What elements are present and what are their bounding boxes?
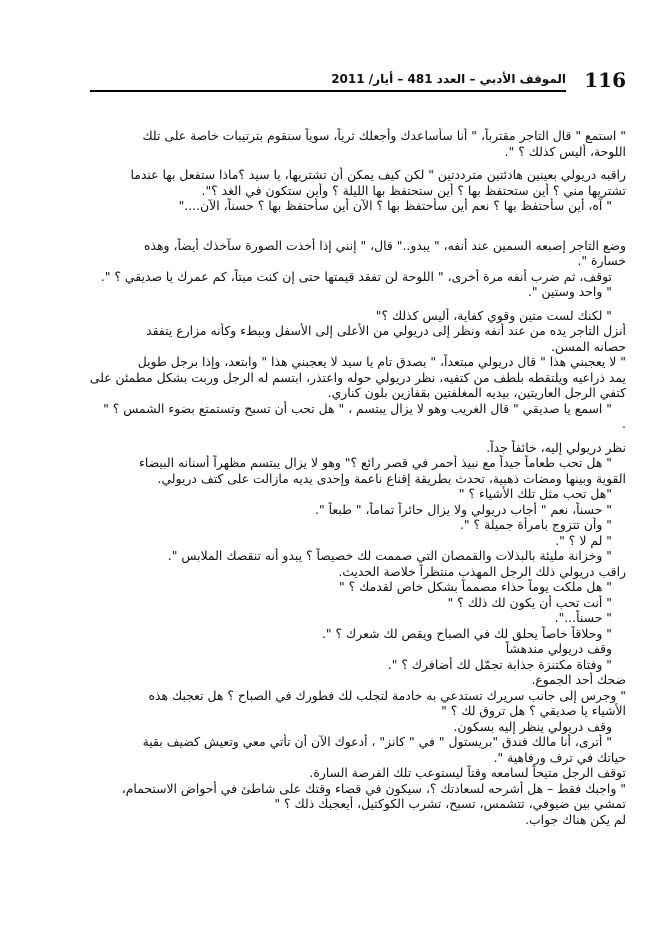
text-line: " وفتاة مكتنزة جذابة تجمّل لك أضافرك ؟ ". xyxy=(387,656,612,672)
text-line: " لا يعجبني هذا " قال دريولي مبتعداً، " بصدق تام يا سيد لا يعجبني هذا " وابتعد، وإذا برجل طويل xyxy=(137,354,626,369)
text-line: الأشياء يا صديقي ؟ هل تروق لك ؟ " xyxy=(441,703,626,718)
text-line: " حسناً...". xyxy=(554,610,612,625)
text-line: " أنت تحب أن يكون لك ذلك ؟ " xyxy=(447,594,612,610)
running-title: الموقف الأدبي – العدد 481 – أيار/ 2011 xyxy=(331,72,566,86)
text-line: نظر دريولي إليه، خائفاً جداً. xyxy=(486,439,626,455)
text-line: القوية وبينها ومضات ذهبية، تحدث بطريقة إقناع ناعمة وإحدى يديه مازالت على كتف دريولي. xyxy=(157,470,626,486)
text-line: تمشي بين ضيوفي، تتشمس، تسبح، تشرب الكوكتيل، أيعجبك ذلك ؟ " xyxy=(274,796,626,811)
text-line: حياتك في ترف ورفاهية ". xyxy=(493,749,626,765)
text-line: كتفي الرجل العاريتين، بيديه المغلفتين بقفازين بلون كناري. xyxy=(327,385,626,400)
text-line: "هل تحب مثل تلك الأشياء ؟ " xyxy=(458,486,612,501)
text-line: حصانه المسن. xyxy=(550,338,626,354)
text-line: توقف الرجل متيحاً لسامعه وقتاً ليستوعب تلك الفرصة السارة. xyxy=(309,765,626,780)
text-line: أنزل التاجر يده من عند أنفه ونظر إلى دريولي من الأعلى إلى الأسفل وببطء وكأنه مزارع يتفقد xyxy=(146,323,626,338)
text-line: " لم لا ؟ ". xyxy=(555,532,612,548)
text-line: " واجبك فقط – هل أشرحه لسعادتك ؟، سيكون في قضاء وقتك على شاطئ في أحواض الاستحمام، xyxy=(121,780,626,796)
text-line: " اسمع يا صديقي " قال الغريب وهو لا يزال يبتسم ، " هل تحب أن تسبح وتستمتع بضوء الشمس ؟ " xyxy=(103,400,612,416)
text-line: ضحك أحد الجموع. xyxy=(531,672,626,687)
text-line: توقف، ثم ضرب أنفه مرة أخرى، " اللوحة لن تفقد قيمتها حتى إن كنت ميتاً، كم عمرك يا صديقي ؟ ". xyxy=(100,268,612,284)
article-body xyxy=(90,128,626,827)
text-line: " هل ملكت يوماً حذاء مصمماً بشكل خاص لقدمك ؟ " xyxy=(339,579,612,594)
text-line: " وأن تتزوج بامرأة جميلة ؟ ". xyxy=(459,517,612,532)
text-line: وقف دريولي مندهشاً xyxy=(505,641,612,656)
text-line: " وحلاقاً خاصاً يحلق لك في الصباح ويقص لك شعرك ؟ ". xyxy=(321,625,612,641)
text-line: " هل تحب طعاماً جيداً مع نبيذ أحمر في قصر رائع ؟" وهو لا يزال يبتسم مظهراً أسنانه البيضاء xyxy=(139,455,612,470)
text-line: " استمع " قال التاجر مقترباً، " أنا سأساعدك وأجعلك ثرياً، سوياً سنقوم بترتيبات خاصة على تلك xyxy=(142,128,626,143)
text-line: لم يكن هناك جواب. xyxy=(525,811,626,827)
text-line: " حسناً، نعم " أجاب دريولي ولا يزال حائراً تماماً، " طبعاً ". xyxy=(315,501,612,517)
text-line: " وخزانة مليئة بالبذلات والقمصان التي صممت لك خصيصاً ؟ يبدو أنه تنقصك الملابس ". xyxy=(167,548,612,563)
text-line: تشتريها مني ؟ أين ستحتفظ بها ؟ أين ستحتفظ بها الليلة ؟ وأين ستكون في الغد ؟". xyxy=(201,182,626,198)
text-line: وضع التاجر إصبعه السمين عند أنفه، " يبدو.." قال، " إنني إذا أخذت الصورة سآخذك أيضاً، وهذه xyxy=(144,237,626,253)
text-line: اللوحة، أليس كذلك ؟ ". xyxy=(504,143,626,159)
text-line: " لكنك لست متين وقوي كفاية، أليس كذلك ؟" xyxy=(375,307,612,323)
text-line: " آه، أين سأحتفظ بها ؟ نعم أين سأحتفظ بها ؟ الآن أين سأحتفظ بها ؟ حسناً، الآن...." xyxy=(178,198,612,213)
text-line: وقف دريولي ينظر إليه بسكون. xyxy=(453,718,612,734)
text-line: " أترى، أنا مالك فندق "بريستول " في " كانز" ، أدعوك الآن أن تأتي معي وتعيش كضيف بقية xyxy=(142,734,612,749)
text-line: راقب دريولي ذلك الرجل المهذب منتظراً خلاصة الحديث. xyxy=(338,563,626,579)
text-line: راقبه دريولي بعينين هادئتين مترددتين " لكن كيف يمكن أن تشتريها، يا سيد ؟ماذا ستفعل بها عندما xyxy=(130,167,626,182)
page-header xyxy=(90,62,626,94)
text-line: " واحد وستين ". xyxy=(527,284,612,299)
text-line: يمد ذراعيه ويلتقطه بلطف من كتفيه، نظر دريولي حوله واعتذر، ابتسم له الرجل وربت بشكل مطمئن على xyxy=(90,369,626,385)
text-line: . xyxy=(622,416,626,431)
page-number: 116 xyxy=(584,68,626,92)
text-line: " وجرس إلى جانب سريرك تستدعي به خادمة لتجلب لك فطورك في الصباح ؟ هل تعجبك هذه xyxy=(148,687,626,703)
text-line: خسارة ". xyxy=(577,253,626,268)
header-rule xyxy=(90,90,566,92)
